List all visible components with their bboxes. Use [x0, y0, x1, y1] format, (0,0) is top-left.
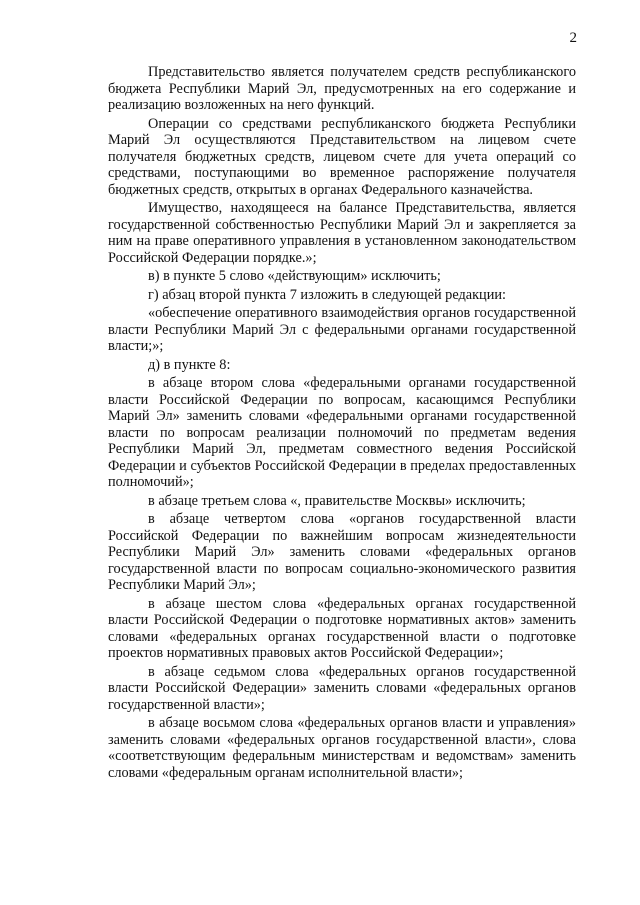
page-number: 2 — [569, 30, 577, 46]
paragraph: д) в пункте 8: — [148, 356, 231, 373]
paragraph: в абзаце четвертом слова «органов государственной власти Российской Федерации по важнейшим вопросам жизнедеятельности Республики Марий Эл» заменить словами «федеральных органов государственной власти по вопросам социально-экономического развития Республики Марий Эл»; — [108, 511, 576, 593]
document-body — [108, 64, 576, 781]
paragraph: в абзаце восьмом слова «федеральных органов власти и управления» заменить словами «федеральных органов государственной власти», слова «соответствующим федеральным министерствам и ведомствам» заменить словами «федеральным органам исполнительной власти»; — [108, 715, 576, 781]
paragraph: Операции со средствами республиканского бюджета Республики Марий Эл осуществляются Представительством на лицевом счете получателя бюджетных средств, лицевом счете для учета операций со средствами, поступающими во временное распоряжение получателя бюджетных средств, открытых в органах Федерального казначейства. — [108, 115, 576, 198]
paragraph: «обеспечение оперативного взаимодействия органов государственной власти Республики Марий Эл с федеральными органами государственной власти;»; — [108, 305, 576, 354]
paragraph: в абзаце седьмом слова «федеральных органов государственной власти Российской Федерации» заменить словами «федеральных органов государственной власти»; — [108, 663, 576, 713]
paragraph: Имущество, находящееся на балансе Представительства, является государственной собственностью Республики Марий Эл и закрепляется за ним на праве оперативного управления в установленном законодательством Российской Федерации порядке.»; — [108, 200, 576, 266]
paragraph: г) абзац второй пункта 7 изложить в следующей редакции: — [148, 286, 506, 303]
paragraph: в абзаце третьем слова «, правительстве Москвы» исключить; — [148, 492, 526, 509]
paragraph: в абзаце втором слова «федеральными органами государственной власти Российской Федерации по вопросам, касающимся Республики Марий Эл» заменить словами «федеральными органами государственной власти по вопросам реализации полномочий по предметам ведения Республики Марий Эл, предметам совместного ведения Российской Федерации и субъектов Российской Федерации в пределах предоставленных полномочий»; — [108, 375, 576, 490]
paragraph: в абзаце шестом слова «федеральных органах государственной власти Российской Федерации о подготовке нормативных актов» заменить словами «федеральных органах государственной власти о подготовке проектов нормативных правовых актов Российской Федерации»; — [108, 595, 576, 661]
paragraph: Представительство является получателем средств республиканского бюджета Республики Марий Эл, предусмотренных на его содержание и реализацию возложенных на него функций. — [108, 64, 576, 113]
paragraph: в) в пункте 5 слово «действующим» исключить; — [148, 268, 441, 284]
